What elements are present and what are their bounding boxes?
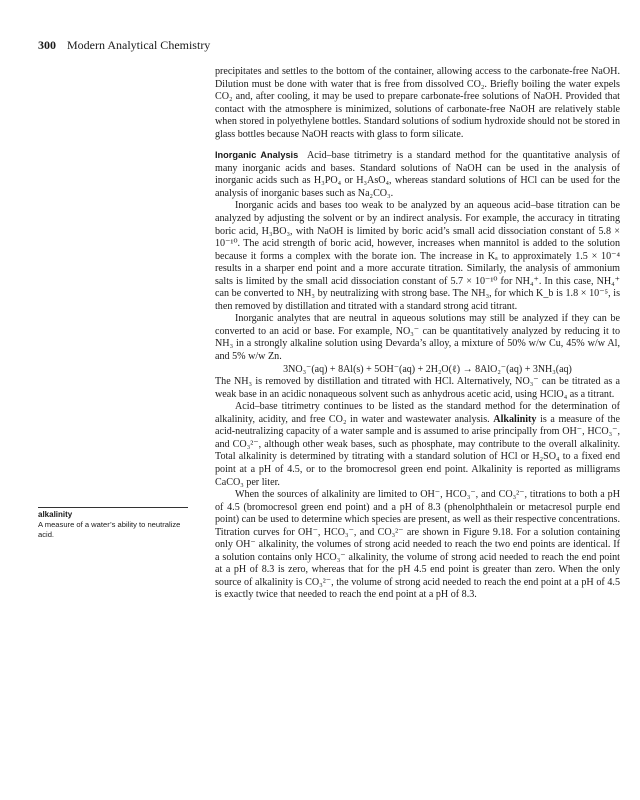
paragraph: Inorganic acids and bases too weak to be analyzed by an aqueous acid–base titration can be analyzed by adjusting the solvent or by an indirect analysis. For example, the accuracy in titrating boric acid, H₃BO₃, with NaOH is limited by boric acid’s small acid dissociation constant of 5.8 × 10⁻¹⁰. The acid strength of boric acid, however, increases when mannitol is added to the solution because it forms a complex with the borate ion. The increase in Kₐ to approximately 1.5 × 10⁻⁴ results in a sharper end point and a more accurate titration. Similarly, the analysis of ammonium salts is limited by the small acid dissociation constant of 5.7 × 10⁻¹⁰ for NH₄⁺. In this case, NH₄⁺ can be converted to NH₃ by neutralizing with strong base. The NH₃, for which K_b is 1.8 × 10⁻⁵, is then removed by distillation and titrated with a standard strong acid titrant. xyxy=(215,200,620,312)
section-text: Acid–base titrimetry is a standard method for the quantitative analysis of many inorganic acids and bases. Standard solutions of NaOH can be used in the analysis of inorganic acids such as H₃PO₄ or H₃AsO₄, whereas standard solutions of HCl can be used for the analysis of inorganic bases such as Na₂CO₃. xyxy=(215,150,620,199)
margin-rule xyxy=(38,507,188,508)
running-title: Modern Analytical Chemistry xyxy=(67,38,211,52)
text-run: Acid–base titrimetry continues to be listed as the standard method for the determination of alkalinity, acidity, and free CO₂ in water and wastewater analysis. xyxy=(215,401,620,425)
page-header xyxy=(38,38,620,53)
page-number: 300 xyxy=(38,38,56,52)
main-text xyxy=(215,66,620,602)
glossary-definition: A measure of a water’s ability to neutralize acid. xyxy=(38,520,181,539)
paragraph-alkalinity xyxy=(215,401,620,489)
text-run: is a measure of the acid-neutralizing capacity of a water sample and is assumed to arise principally from OH⁻, HCO₃⁻, and CO₃²⁻, although other weak bases, such as phosphate, may contribute to the overall alkalinity. Total alkalinity is determined by titrating with a standard solution of HCl or H₂SO₄ to a fixed end point at a pH of 4.5, or to the bromocresol green end point. Alkalinity is reported as milligrams CaCO₃ per liter. xyxy=(215,413,620,488)
bold-term: Alkalinity xyxy=(493,413,537,425)
paragraph: Inorganic analytes that are neutral in aqueous solutions may still be analyzed if they can be converted to an acid or base. For example, NO₃⁻ can be quantitatively analyzed by reducing it to NH₃ in a strongly alkaline solution using Devarda’s alloy, a mixture of 50% w/w Cu, 45% w/w Al, and 5% w/w Zn. xyxy=(215,313,620,363)
section-heading: Inorganic Analysis xyxy=(215,150,299,161)
paragraph-section-start xyxy=(215,149,620,200)
paragraph: When the sources of alkalinity are limited to OH⁻, HCO₃⁻, and CO₃²⁻, titrations to both a pH of 4.5 (bromocresol green end point) and a pH of 8.3 (phenolphthalein or metacresol purple end point) can be used to determine which species are present, as well as their respective concentrations. Titration curves for OH⁻, HCO₃⁻, and CO₃²⁻ are shown in Figure 9.18. For a solution containing only OH⁻ alkalinity, the volumes of strong acid needed to reach the two end points are identical. If a solution contains only HCO₃⁻ alkalinity, the volume of strong acid needed to reach the end point at a pH of 8.3 is zero, whereas that for the pH 4.5 end point is greater than zero. When the only source of alkalinity is CO₃²⁻, the volume of strong acid needed to reach the end point at a pH of 4.5 is exactly twice that needed to reach the end point at a pH of 8.3. xyxy=(215,489,620,601)
margin-glossary xyxy=(38,507,188,540)
glossary-term: alkalinity xyxy=(38,510,73,519)
chemical-equation: 3NO₃⁻(aq) + 8Al(s) + 5OH⁻(aq) + 2H₂O(ℓ) → 8AlO₂⁻(aq) + 3NH₃(aq) xyxy=(283,363,572,375)
paragraph: The NH₃ is removed by distillation and titrated with HCl. Alternatively, NO₃⁻ can be titrated as a weak base in an acidic nonaqueous solvent such as anhydrous acetic acid, using HClO₄ as a titrant. xyxy=(215,376,620,400)
paragraph: precipitates and settles to the bottom of the container, allowing access to the carbonate-free NaOH. Dilution must be done with water that is free from dissolved CO₂. Briefly boiling the water expels CO₂ and, after cooling, it may be used to prepare carbonate-free solutions of NaOH. Provided that contact with the atmosphere is minimized, solutions of carbonate-free NaOH are relatively stable when stored in polyethylene bottles. Standard solutions of sodium hydroxide should not be stored in glass bottles because NaOH reacts with glass to form silicate. xyxy=(215,66,620,140)
